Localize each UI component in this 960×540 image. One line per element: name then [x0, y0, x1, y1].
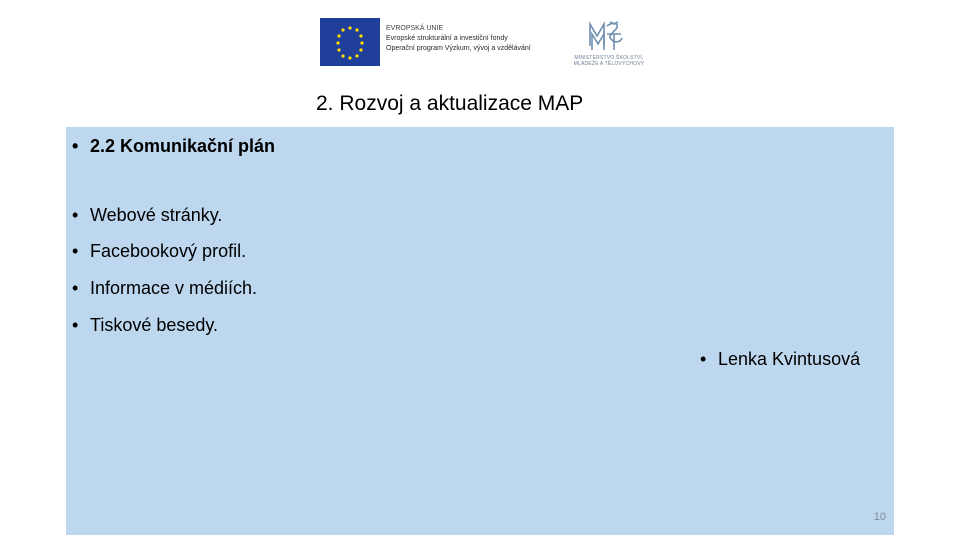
content-box — [66, 127, 894, 535]
bullet-icon: • — [72, 136, 79, 156]
logo-bar — [320, 18, 655, 73]
bullet-icon: • — [72, 241, 79, 261]
bullet-icon: • — [700, 349, 707, 369]
author-name-text: Lenka Kvintusová — [718, 349, 861, 369]
eu-logo-text — [386, 24, 566, 54]
list-item-text: Facebookový profil. — [90, 241, 247, 261]
list-item-text: Webové stránky. — [90, 205, 223, 225]
author-name — [700, 349, 860, 370]
list-item — [72, 205, 222, 226]
list-item-text: Tiskové besedy. — [90, 315, 219, 335]
eu-flag-logo — [320, 18, 380, 66]
list-item-text: Informace v médiích. — [90, 278, 258, 298]
list-item — [72, 278, 257, 299]
section-heading-text: 2.2 Komunikační plán — [90, 136, 276, 156]
page-number: 10 — [873, 511, 886, 523]
bullet-icon: • — [72, 315, 79, 335]
msmt-logo — [566, 20, 652, 72]
eu-logo-line: Operační program Výzkum, vývoj a vzdělávání — [386, 45, 531, 52]
eu-logo-line: Evropské strukturální a investiční fondy — [386, 35, 508, 42]
list-item — [72, 241, 246, 262]
list-item — [72, 315, 218, 336]
bullet-icon: • — [72, 205, 79, 225]
msmt-logo-label: MINISTERSTVO ŠKOLSTVÍ, MLÁDEŽE A TĚLOVÝCHOVY — [573, 55, 645, 67]
eu-logo-line: EVROPSKÁ UNIE — [386, 25, 444, 32]
bullet-icon: • — [72, 278, 79, 298]
section-heading — [72, 136, 275, 157]
slide-title: 2. Rozvoj a aktualizace MAP — [316, 92, 584, 115]
